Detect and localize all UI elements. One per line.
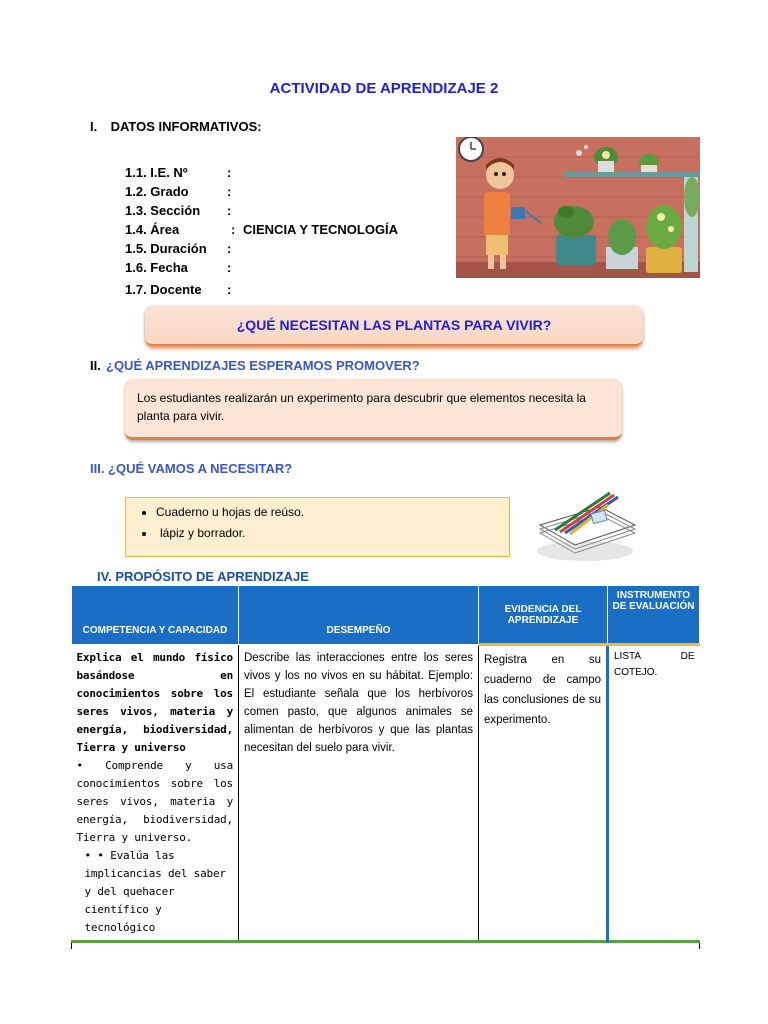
info-label: 1.2. Grado — [125, 184, 189, 199]
info-row-fecha: 1.6. Fecha : — [125, 260, 232, 275]
evidencia-cell: Registra en su cuaderno de campo las conclusiones de su experimento. — [479, 645, 608, 942]
learning-goal-text: Los estudiantes realizarán un experimento para descubrir que elementos necesita la planta para vivir. — [137, 391, 586, 423]
section-1-number: I. — [90, 119, 98, 134]
header-evidencia: EVIDENCIA DEL APRENDIZAJE — [479, 586, 608, 645]
capacidad-2: • • Evalúa las implicancias del saber y del quehacer científico y tecnológico — [84, 849, 226, 934]
info-row-area: 1.4. Área : CIENCIA Y TECNOLOGÍA — [125, 222, 399, 237]
info-label: 1.1. I.E. Nº — [125, 165, 188, 180]
banner-text: ¿QUÉ NECESITAN LAS PLANTAS PARA VIVIR? — [236, 317, 552, 333]
purpose-table — [71, 585, 700, 949]
info-row-docente: 1.7. Docente : — [125, 282, 232, 297]
materials-item: • Cuaderno u hojas de reúso. — [156, 502, 509, 523]
question-banner — [145, 306, 643, 346]
section-2-title: ¿QUÉ APRENDIZAJES ESPERAMOS PROMOVER? — [106, 358, 420, 373]
section-4-heading: IV. PROPÓSITO DE APRENDIZAJE — [97, 569, 309, 584]
section-2-number: II. — [90, 358, 101, 373]
header-instrumento: INSTRUMENTO DE EVALUACIÓN — [608, 586, 700, 645]
materials-item: • lápiz y borrador. — [156, 523, 509, 544]
section-2-heading — [90, 358, 420, 373]
notebook-pencils-illustration — [530, 485, 640, 567]
info-label: 1.6. Fecha — [125, 260, 188, 275]
header-desempeno: DESEMPEÑO — [239, 586, 479, 645]
header-competencia: COMPETENCIA Y CAPACIDAD — [72, 586, 239, 645]
materials-list — [126, 502, 509, 544]
competencia-cell — [72, 645, 239, 942]
info-label: 1.7. Docente — [125, 282, 202, 297]
instrumento-cell: LISTA DE COTEJO. — [608, 645, 700, 942]
learning-goal-box — [125, 379, 622, 440]
materials-box — [125, 497, 510, 557]
desempeno-cell: Describe las interacciones entre los seres vivos y los no vivos en su hábitat. Ejemplo: El estudiante señala que los herbívoros comen pasto, que algunos animales se alimentan de herbívoros y que las plantas necesitan del suelo para vivir. — [239, 645, 479, 942]
competencia-text: Explica el mundo físico basándose en conocimientos sobre los seres vivos, materia y energía, biodiversidad, Tierra y universo — [76, 651, 233, 754]
info-row-grado: 1.2. Grado : — [125, 184, 232, 199]
boy-watering-plants-illustration — [456, 137, 700, 278]
info-label: 1.5. Duración — [125, 241, 207, 256]
capacidad-1: • Comprende y usa conocimientos sobre los seres vivos, materia y energía, biodiversidad, Tierra y universo. — [76, 759, 233, 844]
info-label: 1.4. Área — [125, 222, 180, 237]
section-1-title: DATOS INFORMATIVOS: — [110, 119, 262, 134]
info-value: CIENCIA Y TECNOLOGÍA — [243, 222, 399, 237]
info-row-duracion: 1.5. Duración : — [125, 241, 232, 256]
info-row-ie: 1.1. I.E. Nº : — [125, 165, 232, 180]
section-3-heading: III. ¿QUÉ VAMOS A NECESITAR? — [90, 461, 293, 476]
info-row-seccion: 1.3. Sección : — [125, 203, 232, 218]
section-1-heading — [90, 119, 262, 134]
info-label: 1.3. Sección — [125, 203, 201, 218]
page-title: ACTIVIDAD DE APRENDIZAJE 2 — [269, 80, 499, 97]
